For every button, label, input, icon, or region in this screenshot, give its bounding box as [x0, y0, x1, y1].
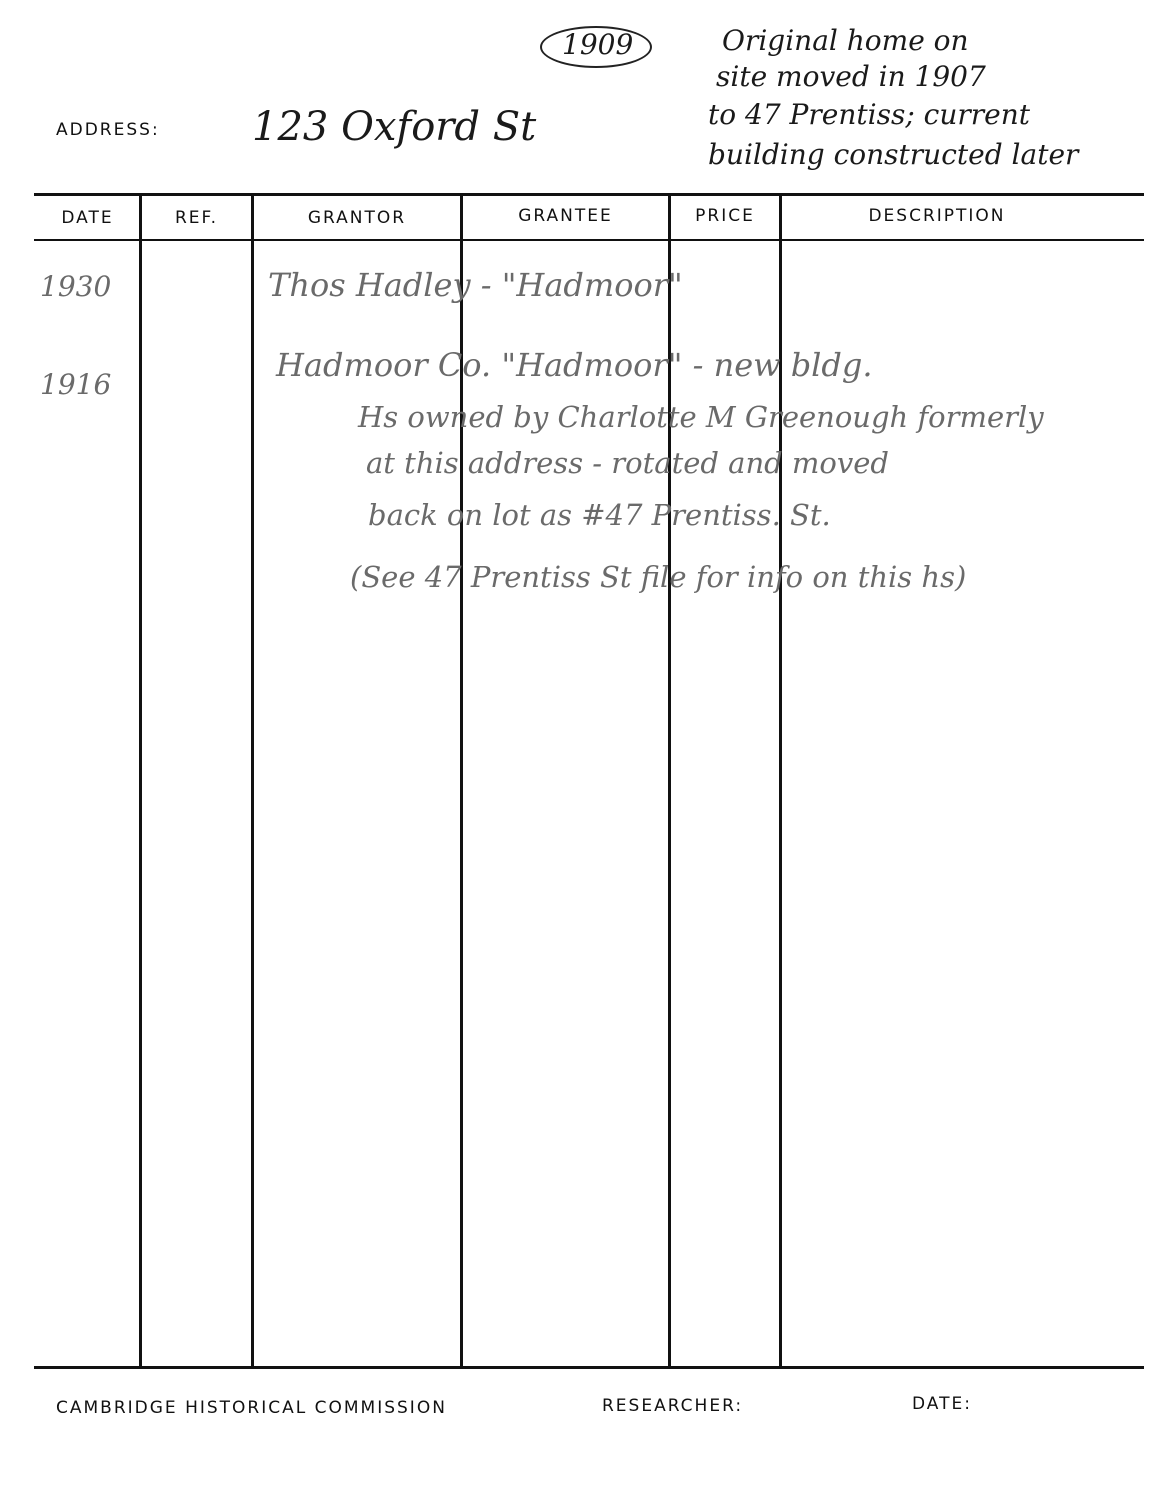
- column-header-ref: REF.: [174, 208, 218, 228]
- footer-researcher-label: RESEARCHER:: [602, 1396, 744, 1416]
- column-header-date: DATE: [61, 208, 114, 228]
- header-note-line-2: site moved in 1907: [716, 60, 986, 93]
- divider-ref-grantor: [251, 196, 254, 1368]
- address-label: ADDRESS:: [56, 120, 160, 140]
- address-value: 123 Oxford St: [252, 104, 537, 150]
- entry-1-text: Thos Hadley - "Hadmoor": [268, 266, 683, 304]
- footer-organization: CAMBRIDGE HISTORICAL COMMISSION: [56, 1398, 447, 1418]
- entry-2-note-line-1: Hs owned by Charlotte M Greenough formerly: [358, 400, 1044, 434]
- column-header-price: PRICE: [695, 206, 755, 226]
- entry-1-date: 1930: [40, 270, 112, 303]
- column-header-grantee: GRANTEE: [518, 206, 613, 226]
- entry-2-note-line-2: at this address - rotated and moved: [366, 446, 889, 480]
- year-circled: 1909: [562, 28, 634, 61]
- footer-date-label: DATE:: [912, 1394, 972, 1414]
- divider-date-ref: [139, 196, 142, 1368]
- header-note-line-1: Original home on: [722, 24, 969, 57]
- header-note-line-4: building constructed later: [708, 138, 1079, 171]
- entry-2-note-line-4: (See 47 Prentiss St file for info on this hs): [350, 560, 967, 594]
- header-bottom-rule: [34, 239, 1144, 241]
- table-top-rule: [34, 193, 1144, 196]
- column-header-grantor: GRANTOR: [307, 208, 407, 228]
- column-header-description: DESCRIPTION: [868, 206, 1006, 226]
- header-note-line-3: to 47 Prentiss; current: [708, 98, 1030, 131]
- entry-2-note-line-3: back on lot as #47 Prentiss. St.: [368, 498, 831, 532]
- entry-2-text: Hadmoor Co. "Hadmoor" - new bldg.: [276, 346, 873, 384]
- entry-2-date: 1916: [40, 368, 112, 401]
- table-bottom-rule: [34, 1366, 1144, 1369]
